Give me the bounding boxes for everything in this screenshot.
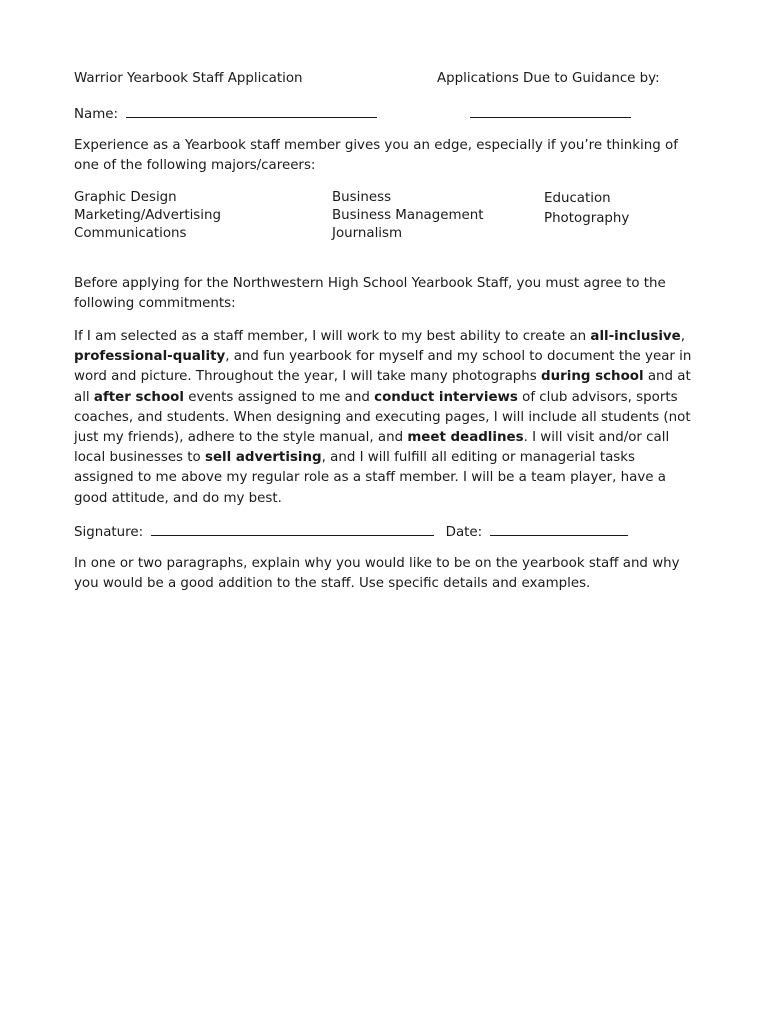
major-item: Communications bbox=[74, 226, 187, 241]
date-field[interactable] bbox=[490, 521, 628, 536]
signature-row bbox=[74, 521, 628, 543]
due-date-row bbox=[470, 103, 631, 125]
commitments-intro: Before applying for the Northwestern High School Yearbook Staff, you must agree to the following commitments: bbox=[74, 276, 666, 312]
commitment-text: . I will visit and/or call local businesses to bbox=[74, 430, 670, 466]
commitment-text: , bbox=[680, 329, 685, 344]
name-row bbox=[74, 103, 377, 125]
commitment-emphasis: conduct interviews bbox=[374, 389, 518, 405]
intro-paragraph: Experience as a Yearbook staff member gives you an edge, especially if you’re thinking of one of the following majors/careers: bbox=[74, 138, 678, 174]
commitment-emphasis: sell advertising bbox=[205, 450, 322, 466]
signature-field[interactable] bbox=[151, 521, 434, 536]
major-item: Business bbox=[332, 190, 392, 205]
commitment-emphasis: professional-quality bbox=[74, 349, 226, 365]
major-item: Education bbox=[544, 191, 611, 206]
date-label: Date: bbox=[445, 525, 483, 540]
major-item: Marketing/Advertising bbox=[74, 208, 221, 223]
majors-column-3 bbox=[544, 189, 629, 229]
due-date-field[interactable] bbox=[470, 103, 631, 118]
major-item: Photography bbox=[544, 211, 630, 226]
commitment-emphasis: after school bbox=[93, 389, 184, 405]
major-item: Journalism bbox=[332, 226, 403, 241]
major-item: Business Management bbox=[332, 208, 484, 223]
commitment-text: of club advisors, sports coaches, and students. When designing and executing pages, I will include all students (not just my friends), adhere to the style manual, and bbox=[74, 389, 691, 446]
signature-label: Signature: bbox=[74, 525, 144, 540]
major-item: Graphic Design bbox=[74, 190, 177, 205]
commitment-paragraph bbox=[74, 327, 692, 509]
name-label: Name: bbox=[74, 107, 119, 122]
commitment-text: , and I will fulfill all editing or managerial tasks assigned to me above my regular role as a staff member. I will be a team player, have a good attitude, and do my best. bbox=[74, 450, 667, 506]
commitment-text: and at all bbox=[74, 369, 691, 405]
commitment-text: , and fun yearbook for myself and my school to document the year in word and picture. Throughout the year, I will take many photographs bbox=[74, 349, 692, 385]
majors-column-1 bbox=[74, 189, 221, 243]
commitment-emphasis: meet deadlines bbox=[407, 430, 524, 446]
essay-prompt: In one or two paragraphs, explain why you would like to be on the yearbook staff and why you would be a good addition to the staff. Use specific details and examples. bbox=[74, 556, 680, 592]
majors-column-2 bbox=[332, 189, 484, 243]
commitment-text: If I am selected as a staff member, I will work to my best ability to create an bbox=[74, 329, 591, 344]
form-title: Warrior Yearbook Staff Application bbox=[74, 71, 303, 86]
commitment-text: events assigned to me and bbox=[183, 389, 375, 405]
name-field[interactable] bbox=[126, 103, 377, 118]
commitment-emphasis: during school bbox=[541, 369, 644, 385]
commitment-emphasis: all-inclusive bbox=[590, 329, 681, 344]
due-date-label: Applications Due to Guidance by: bbox=[437, 71, 660, 86]
